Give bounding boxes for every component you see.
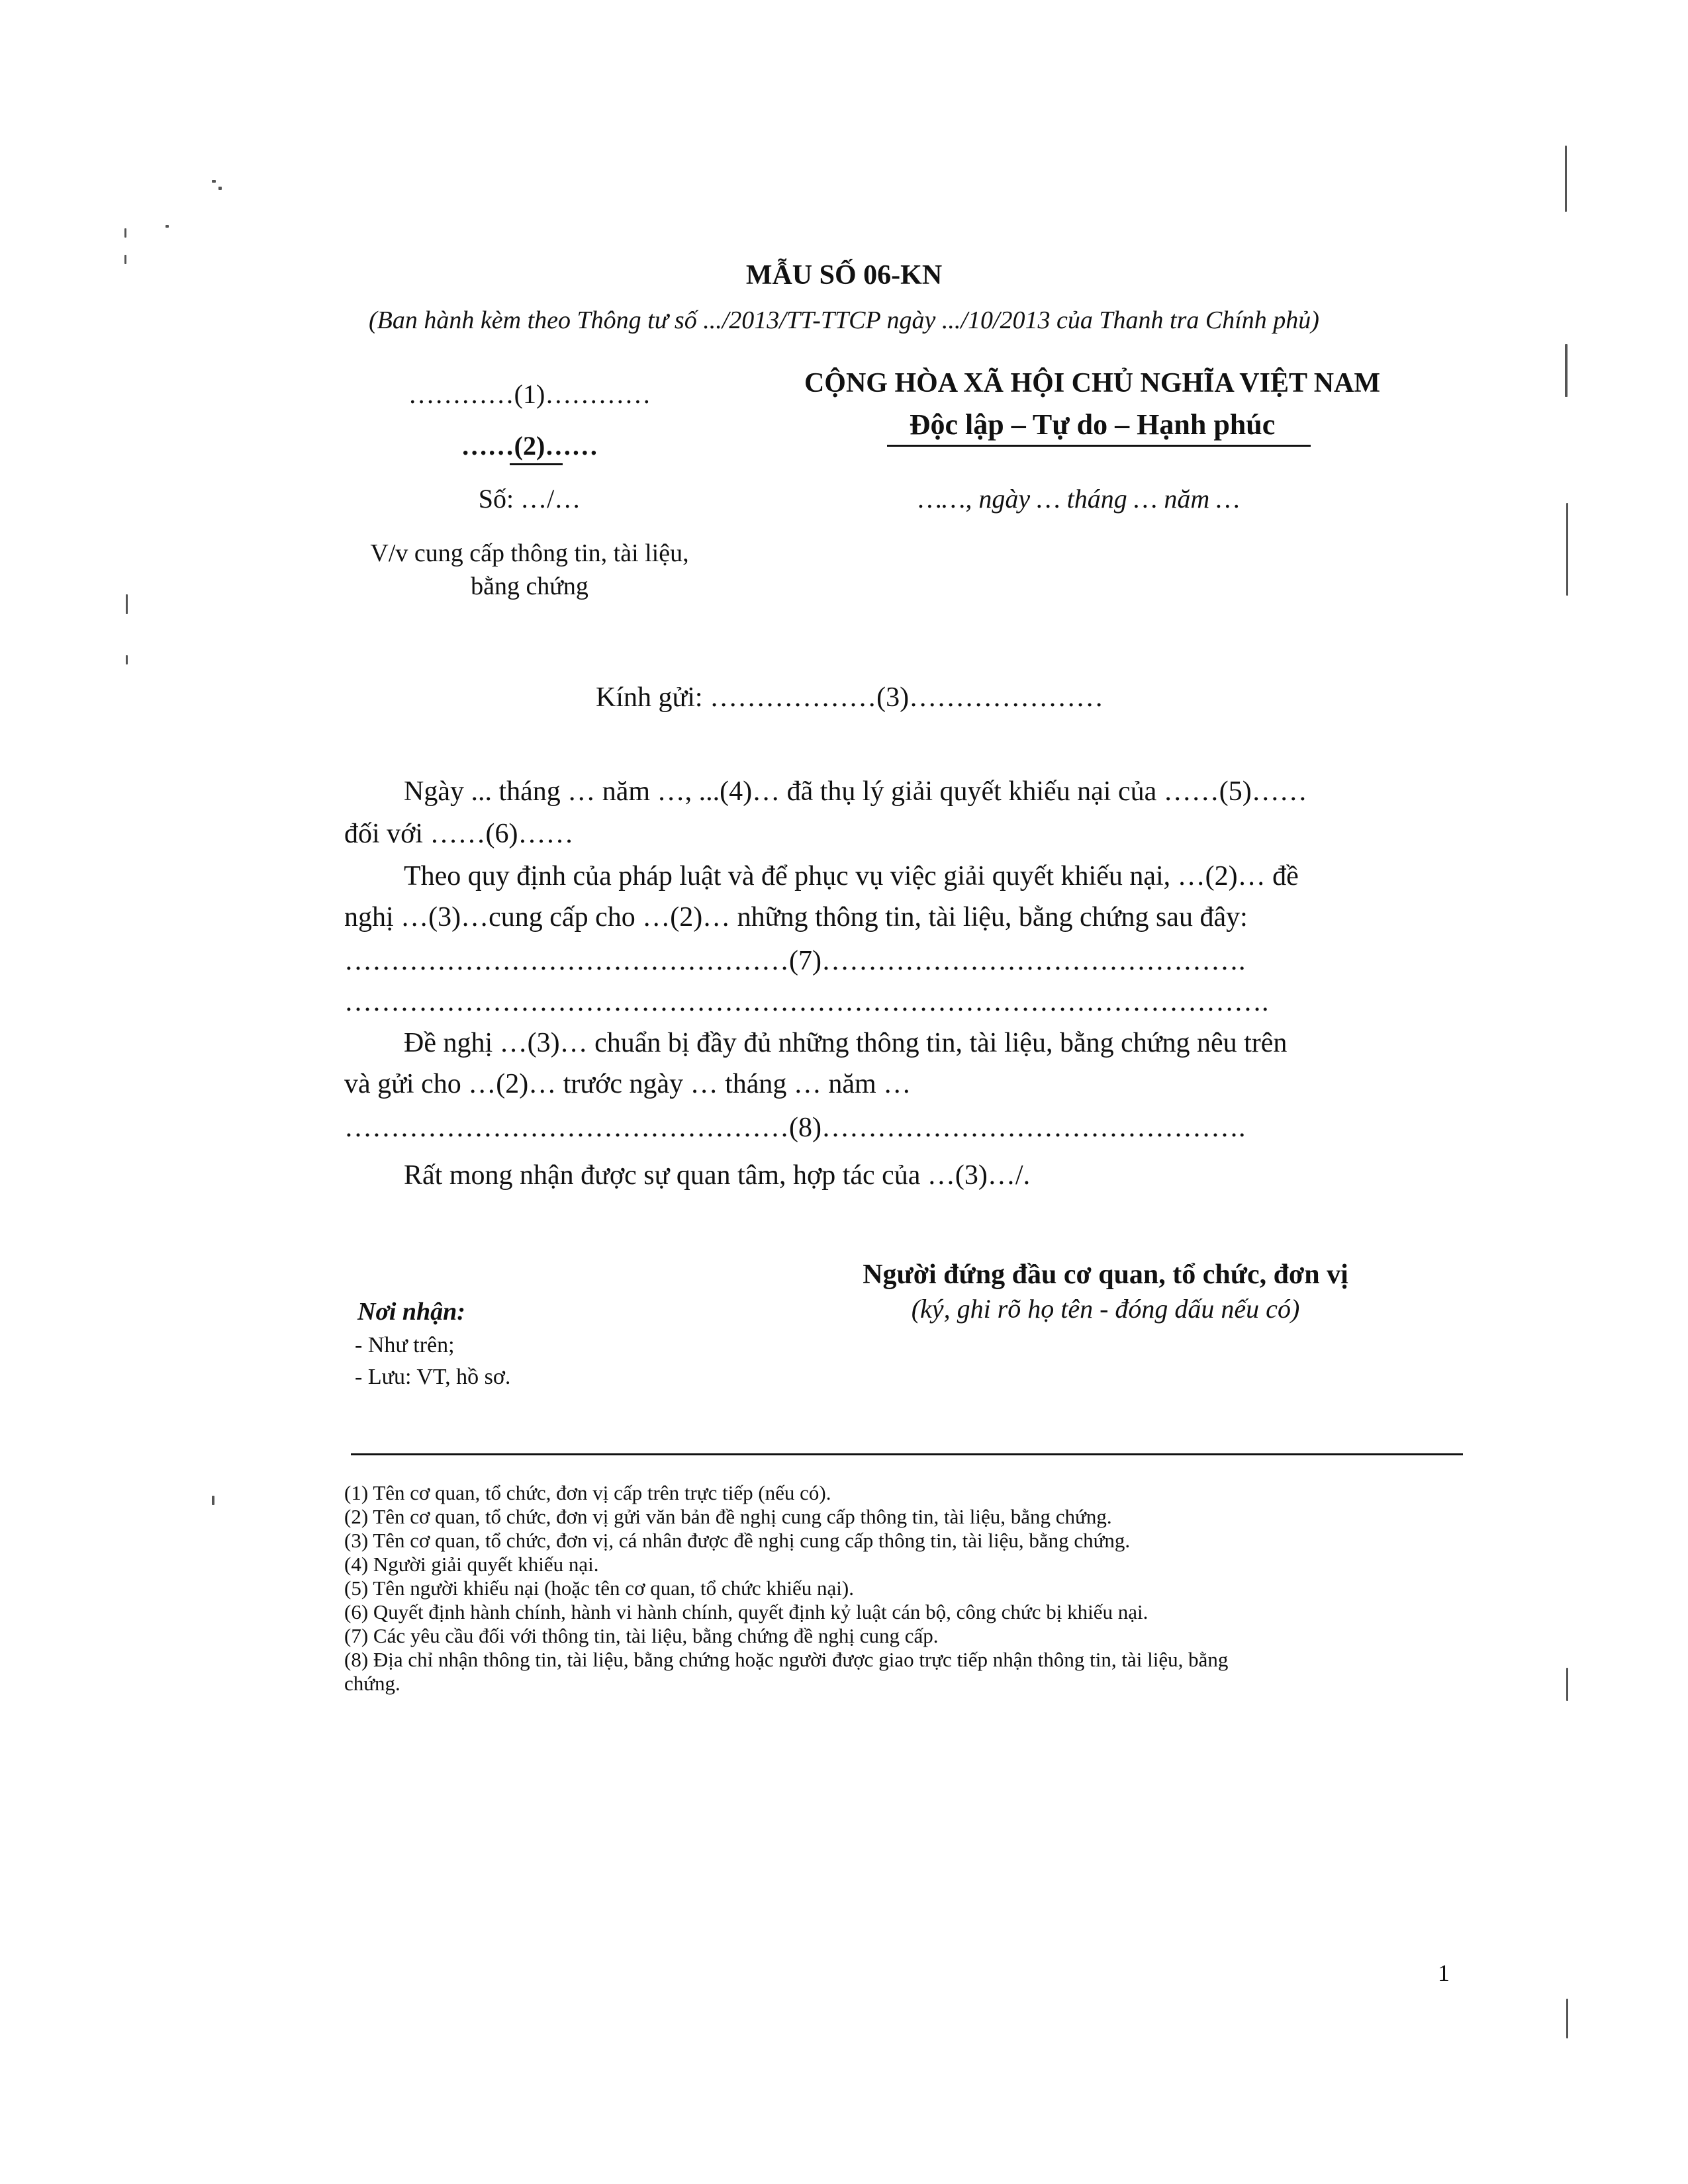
- body-p3-line3: …………………………………………(8)……………………………………….: [344, 1113, 1246, 1143]
- footnote-8-continued: chứng.: [344, 1672, 400, 1695]
- signature-title: Người đứng đầu cơ quan, tổ chức, đơn vị: [863, 1259, 1348, 1290]
- scan-speck: [212, 180, 216, 183]
- body-p1-line1: Ngày ... tháng … năm …, ...(4)… đã thụ lý giải quyết khiếu nại của ……(5)……: [404, 776, 1307, 807]
- footnote-6: (6) Quyết định hành chính, hành vi hành chính, quyết định kỷ luật cán bộ, công chức bị khiếu nại.: [344, 1600, 1149, 1623]
- body-p2-line1: Theo quy định của pháp luật và để phục vụ việc giải quyết khiếu nại, …(2)… đề: [404, 861, 1299, 891]
- scan-speck: [165, 225, 169, 228]
- issuing-agency-placeholder: ……(2)……: [461, 431, 598, 461]
- country-name: CỘNG HÒA XÃ HỘI CHỦ NGHĨA VIỆT NAM: [804, 368, 1381, 398]
- scan-speck: [1566, 1999, 1568, 2038]
- scan-speck: [1565, 344, 1568, 397]
- motto-underline: [887, 445, 1311, 447]
- recipient-line: Kính gửi: ………………(3)…………………: [596, 682, 1104, 713]
- body-p2-line3: …………………………………………(7)……………………………………….: [344, 946, 1246, 976]
- parent-agency-placeholder: …………(1)…………: [408, 379, 651, 409]
- document-number: Số: …/…: [478, 484, 581, 514]
- scan-speck: [1566, 1668, 1568, 1701]
- footnote-3: (3) Tên cơ quan, tổ chức, đơn vị, cá nhân được đề nghị cung cấp thông tin, tài liệu, bằng chứng.: [344, 1529, 1131, 1552]
- body-p3-line2: và gửi cho …(2)… trước ngày … tháng … năm …: [344, 1069, 912, 1099]
- national-motto: Độc lập – Tự do – Hạnh phúc: [909, 408, 1276, 441]
- body-p1-line2: đối với ……(6)……: [344, 819, 574, 849]
- agency-underline: [510, 463, 563, 465]
- footnote-4: (4) Người giải quyết khiếu nại.: [344, 1553, 599, 1576]
- body-p4: Rất mong nhận được sự quan tâm, hợp tác của …(3)…/.: [404, 1160, 1031, 1191]
- scan-speck: [1565, 146, 1567, 212]
- recipients-label: Nơi nhận:: [357, 1298, 465, 1326]
- scan-speck: [1566, 503, 1568, 596]
- footnote-separator: [351, 1453, 1463, 1455]
- subject-line-2: bằng chứng: [471, 572, 588, 600]
- date-line: ……, ngày … tháng … năm …: [918, 484, 1240, 514]
- issued-note: (Ban hành kèm theo Thông tư số .../2013/TT-TTCP ngày .../10/2013 của Thanh tra Chính phủ): [369, 306, 1319, 334]
- recipients-item: - Như trên;: [355, 1333, 455, 1357]
- footnote-5: (5) Tên người khiếu nại (hoặc tên cơ quan, tổ chức khiếu nại).: [344, 1576, 854, 1600]
- footnote-2: (2) Tên cơ quan, tổ chức, đơn vị gửi văn bản đề nghị cung cấp thông tin, tài liệu, bằng chứng.: [344, 1505, 1112, 1528]
- body-p2-line4: ……………………………………………………………………………………….: [344, 987, 1269, 1017]
- scan-speck: [212, 1496, 214, 1505]
- subject-line-1: V/v cung cấp thông tin, tài liệu,: [370, 539, 689, 567]
- scan-speck: [126, 594, 128, 614]
- scan-speck: [124, 255, 126, 264]
- body-p2-line2: nghị …(3)…cung cấp cho …(2)… những thông tin, tài liệu, bằng chứng sau đây:: [344, 902, 1248, 933]
- footnote-8: (8) Địa chỉ nhận thông tin, tài liệu, bằng chứng hoặc người được giao trực tiếp nhận thông tin, tài liệu, bằng: [344, 1648, 1229, 1671]
- scan-speck: [126, 655, 128, 664]
- scan-speck: [124, 228, 126, 238]
- page-number: 1: [1438, 1960, 1450, 1986]
- form-title: MẪU SỐ 06-KN: [745, 260, 943, 291]
- scan-speck: [218, 187, 222, 190]
- signature-note: (ký, ghi rõ họ tên - đóng dấu nếu có): [911, 1294, 1300, 1324]
- body-p3-line1: Đề nghị …(3)… chuẩn bị đầy đủ những thông tin, tài liệu, bằng chứng nêu trên: [404, 1028, 1288, 1058]
- recipients-item: - Lưu: VT, hồ sơ.: [355, 1365, 511, 1389]
- footnote-1: (1) Tên cơ quan, tổ chức, đơn vị cấp trên trực tiếp (nếu có).: [344, 1481, 831, 1504]
- footnote-7: (7) Các yêu cầu đối với thông tin, tài liệu, bằng chứng đề nghị cung cấp.: [344, 1624, 939, 1647]
